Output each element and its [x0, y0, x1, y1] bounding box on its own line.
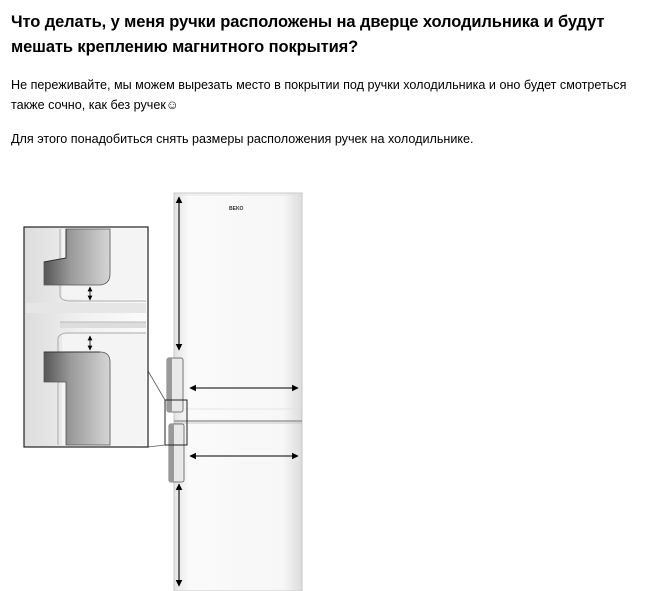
brand-logo: BEKO [229, 206, 244, 212]
question-heading: Что делать, у меня ручки расположены на дверце холодильника и будут мешать креплению магнитного покрытия? [11, 13, 605, 56]
zoom-inset [24, 227, 148, 447]
answer-paragraph: Не переживайте, мы можем вырезать место в покрытии под ручки холодильника и оно будет смотреться также сочно, как без ручек☺ [11, 78, 627, 112]
fridge-body [174, 193, 302, 591]
instruction-paragraph: Для этого понадобиться снять размеры расположения ручек на холодильнике. [11, 132, 474, 146]
